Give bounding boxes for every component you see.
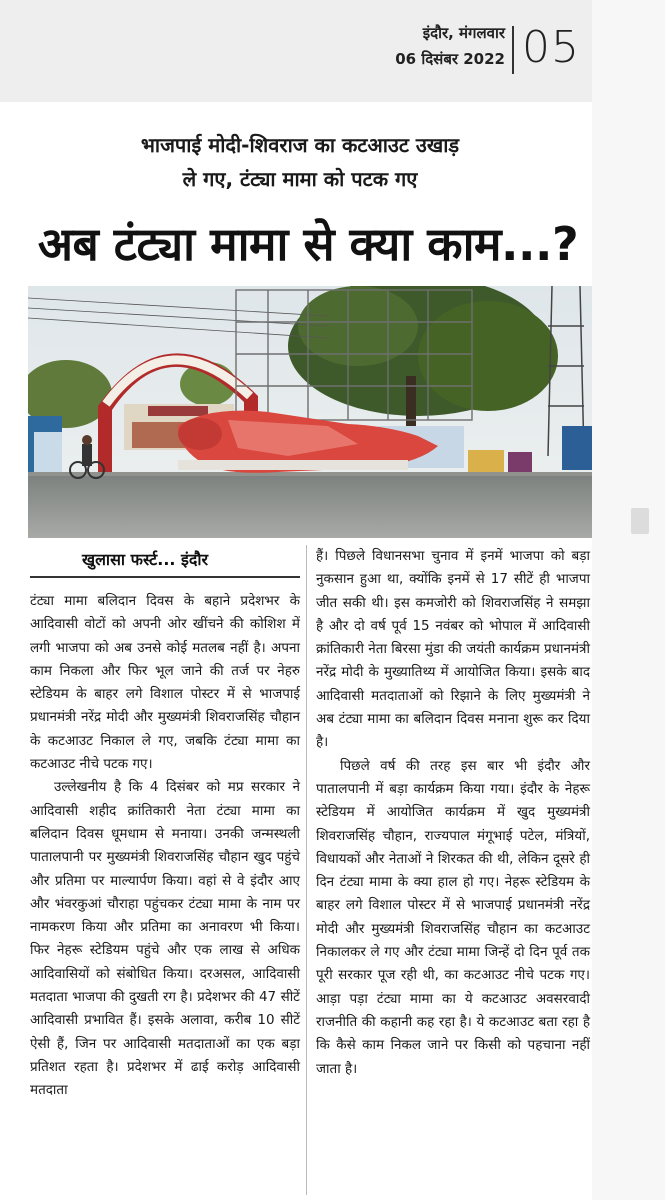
- column-divider: [306, 545, 307, 1195]
- page-number-divider: [512, 26, 514, 74]
- city-day: इंदौर, मंगलवार: [422, 24, 505, 42]
- dateline: [395, 20, 505, 72]
- kicker-line-2: ले गए, टंट्या मामा को पटक गए: [182, 167, 418, 191]
- article-headline: अब टंट्या मामा से क्या काम...?: [37, 217, 579, 271]
- paragraph: पिछले वर्ष की तरह इस बार भी इंदौर और पातालपानी में बड़ा कार्यक्रम किया गया। इंदौर के नेहरू स्टेडियम में आयोजित कार्यक्रम में खुद मुख्यमंत्री शिवराजसिंह चौहान, राज्यपाल मंगूभाई पटेल, मंत्रियों, विधायकों और नेताओं ने शिरकत की थी, लेकिन दूसरे ही दिन टंट्या मामा के क्या हाल हो गए। नेहरू स्टेडियम के बाहर लगे विशाल पोस्टर में से भाजपाई प्रधानमंत्री नरेंद्र मोदी और मुख्यमंत्री शिवराजसिंह चौहान का कटआउट निकालकर ले गए और टंट्या मामा जिन्हें दो दिन पूर्व तक पूरी सरकार पूज रही थी, का कटआउट नीचे पटक गए। आड़ा पड़ा टंट्या मामा का ये कटआउट अवसरवादी राजनीति की कहानी कह रहा है। ये कटआउट बता रहा है कि कैसे काम निकल जाने पर किसी को पहचाना नहीं जाता है।: [316, 757, 590, 1077]
- article-column-2: [316, 545, 590, 1081]
- paragraph: टंट्या मामा बलिदान दिवस के बहाने प्रदेशभर के आदिवासी वोटों को अपनी ओर खींचने की कोशिश में लगी भाजपा को अब उनसे कोई मतलब नहीं है। अपना काम निकला और फिर भूल जाने की तर्ज पर नेहरु स्टेडियम के बाहर लगे विशाल पोस्टर में से भाजपाई प्रधानमंत्री नरेंद्र मोदी और मुख्यमंत्री शिवराजसिंह चौहान के कटआउट निकाल ले गए, जबकि टंट्या मामा का कटआउट नीचे पटक गए।: [30, 593, 300, 773]
- issue-date: 06 दिसंबर 2022: [395, 50, 505, 68]
- byline-rule: [30, 576, 300, 578]
- paragraph: उल्लेखनीय है कि 4 दिसंबर को मप्र सरकार ने आदिवासी शहीद क्रांतिकारी नेता टंट्या मामा का बलिदान दिवस धूमधाम से मनाया। उनकी जन्मस्थली पातालपानी पर मुख्यमंत्री शिवराजसिंह चौहान खुद पहुंचे और प्रतिमा पर माल्यार्पण किया। वहां से वे इंदौर आए और भंवरकुआं चौराहा पहुंचकर टंट्या मामा के नाम पर नामकरण किया और प्रतिमा का अनावरण भी किया। फिर नेहरू स्टेडियम पहुंचे और एक लाख से अधिक आदिवासियों को संबोधित किया। दरअसल, आदिवासी मतदाता भाजपा की दुखती रग है। प्रदेशभर की 47 सीटें आदिवासी प्रभावित हैं। इसके अलावा, करीब 10 सीटें ऐसी हैं, जिन पर आदिवासी मतदाताओं का एक बड़ा प्रतिशत रहता है। प्रदेशभर में ढाई करोड़ आदिवासी मतदाता: [30, 779, 300, 1099]
- paragraph: हैं। पिछले विधानसभा चुनाव में इनमें भाजपा को बड़ा नुकसान हुआ था, क्योंकि इनमें से 17 सीटें ही भाजपा जीत सकी थी। इस कमजोरी को शिवराजसिंह ने समझा है और दो वर्ष पूर्व 15 नवंबर को भोपाल में आदिवासी क्रांतिकारी नेता बिरसा मुंडा की जयंती कार्यक्रम प्रधानमंत्री नरेंद्र मोदी के मुख्यातिथ्य में आयोजित किया। इसके बाद आदिवासी मतदाताओं को रिझाने के लिए मुख्यमंत्री ने अब टंट्या मामा का बलिदान दिवस मनाना शुरू कर दिया है।: [316, 548, 590, 751]
- page-number: 05: [522, 22, 580, 73]
- byline: खुलासा फर्स्ट... इंदौर: [82, 550, 209, 569]
- viewer-margin: [592, 0, 665, 1200]
- kicker-line-1: भाजपाई मोदी-शिवराज का कटआउट उखाड़: [140, 133, 460, 157]
- article-column-1: [30, 590, 300, 1103]
- article-kicker: [40, 128, 560, 196]
- scrollbar-thumb[interactable]: [631, 508, 649, 534]
- news-photo: [28, 286, 592, 538]
